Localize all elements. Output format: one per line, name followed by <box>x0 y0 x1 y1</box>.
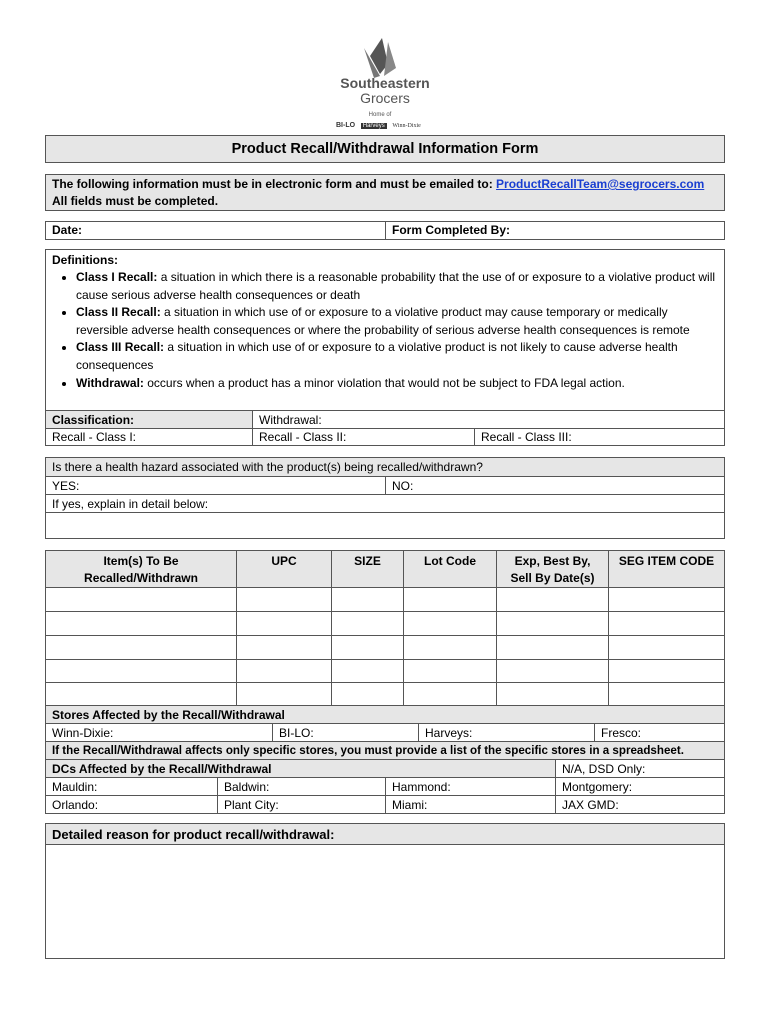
definition-item: • Withdrawal: occurs when a product has a minor violation that would not be subject to FDA legal action. <box>76 375 718 393</box>
items-table <box>45 550 725 706</box>
size-cell[interactable] <box>332 660 404 683</box>
hazard-question: Is there a health hazard associated with the product(s) being recalled/withdrawn? <box>46 458 724 477</box>
reason-textarea[interactable] <box>46 845 724 958</box>
winn-dixie-logo: Winn-Dixie <box>392 123 421 129</box>
lot-code-cell[interactable] <box>404 683 497 706</box>
reason-box <box>45 823 725 959</box>
recall-class1-field[interactable]: Recall - Class I: <box>46 428 253 445</box>
home-of-label: Home of <box>368 112 392 118</box>
exp-date-cell[interactable] <box>497 588 609 612</box>
hazard-explain-field[interactable] <box>46 513 724 538</box>
seg-item-code-cell[interactable] <box>609 660 724 683</box>
exp-date-cell[interactable] <box>497 660 609 683</box>
harveys-field[interactable]: Harveys: <box>419 724 595 742</box>
baldwin-field[interactable]: Baldwin: <box>218 778 386 796</box>
mauldin-field[interactable]: Mauldin: <box>46 778 218 796</box>
header-lot-code: Lot Code <box>404 551 497 588</box>
reason-heading: Detailed reason for product recall/withdrawal: <box>46 824 724 845</box>
size-cell[interactable] <box>332 636 404 660</box>
item-cell[interactable] <box>46 588 237 612</box>
na-dsd-field[interactable]: N/A, DSD Only: <box>556 760 724 778</box>
item-cell[interactable] <box>46 612 237 636</box>
table-row <box>46 683 724 706</box>
seg-item-code-cell[interactable] <box>609 636 724 660</box>
jax-gmd-field[interactable]: JAX GMD: <box>562 798 619 812</box>
classification-label: Classification: <box>46 411 253 429</box>
seg-item-code-cell[interactable] <box>609 588 724 612</box>
stores-dcs-box <box>45 705 725 814</box>
definitions-box <box>45 249 725 446</box>
date-field[interactable]: Date: <box>46 222 386 239</box>
recall-class3-field[interactable]: Recall - Class III: <box>481 430 572 444</box>
upc-cell[interactable] <box>237 660 332 683</box>
instructions-line2: All fields must be completed. <box>52 194 219 208</box>
header-exp-date: Exp, Best By, Sell By Date(s) <box>497 551 609 588</box>
hazard-explain-label: If yes, explain in detail below: <box>46 495 724 513</box>
lot-code-cell[interactable] <box>404 636 497 660</box>
upc-cell[interactable] <box>237 683 332 706</box>
classification-row-2 <box>46 428 724 445</box>
brand-name: Southeastern Grocers <box>340 75 430 106</box>
company-logo <box>330 34 440 134</box>
recall-class2-field[interactable]: Recall - Class II: <box>253 428 475 445</box>
montgomery-field[interactable]: Montgomery: <box>556 778 724 796</box>
table-row <box>46 612 724 636</box>
winn-dixie-field[interactable]: Winn-Dixie: <box>46 724 273 742</box>
definitions-list <box>52 269 718 392</box>
size-cell[interactable] <box>332 588 404 612</box>
seg-item-code-cell[interactable] <box>609 683 724 706</box>
header-size: SIZE <box>332 551 404 588</box>
hazard-no-field[interactable]: NO: <box>386 477 724 495</box>
fresco-field[interactable]: Fresco: <box>595 724 724 742</box>
definition-item: • Class I Recall: a situation in which there is a reasonable probability that the use of or exposure to a violative product will cause serious adverse health consequences or death <box>76 269 718 304</box>
definitions-content <box>46 250 724 410</box>
item-cell[interactable] <box>46 660 237 683</box>
stores-note: If the Recall/Withdrawal affects only specific stores, you must provide a list of the specific stores in a spreadsheet. <box>46 742 724 760</box>
size-cell[interactable] <box>332 612 404 636</box>
item-cell[interactable] <box>46 683 237 706</box>
upc-cell[interactable] <box>237 636 332 660</box>
table-row <box>46 636 724 660</box>
hammond-field[interactable]: Hammond: <box>386 778 556 796</box>
exp-date-cell[interactable] <box>497 683 609 706</box>
exp-date-cell[interactable] <box>497 636 609 660</box>
form-title: Product Recall/Withdrawal Information Form <box>231 141 539 157</box>
definition-item: • Class III Recall: a situation in which use of or exposure to a violative product is not likely to cause adverse health consequences <box>76 339 718 374</box>
stores-heading: Stores Affected by the Recall/Withdrawal <box>46 706 724 724</box>
header-items: Item(s) To Be Recalled/Withdrawn <box>46 551 237 588</box>
plant-city-field[interactable]: Plant City: <box>218 796 386 813</box>
size-cell[interactable] <box>332 683 404 706</box>
orlando-field[interactable]: Orlando: <box>46 796 218 813</box>
withdrawal-field[interactable]: Withdrawal: <box>253 411 724 429</box>
header-seg-item-code: SEG ITEM CODE <box>609 551 724 588</box>
hazard-yes-field[interactable]: YES: <box>46 477 386 495</box>
dcs-heading: DCs Affected by the Recall/Withdrawal <box>46 760 556 778</box>
upc-cell[interactable] <box>237 588 332 612</box>
table-row <box>46 588 724 612</box>
email-link[interactable]: ProductRecallTeam@segrocers.com <box>496 177 705 191</box>
definitions-heading: Definitions: <box>52 253 118 267</box>
classification-row-1 <box>46 410 724 429</box>
definition-item: • Class II Recall: a situation in which use of or exposure to a violative product may cause temporary or medically reversible adverse health consequences or where the probability of serious adverse health consequences is remote <box>76 304 718 339</box>
table-row <box>46 660 724 683</box>
upc-cell[interactable] <box>237 612 332 636</box>
miami-field[interactable]: Miami: <box>386 796 556 813</box>
hazard-box <box>45 457 725 539</box>
lot-code-cell[interactable] <box>404 612 497 636</box>
lot-code-cell[interactable] <box>404 660 497 683</box>
lot-code-cell[interactable] <box>404 588 497 612</box>
item-cell[interactable] <box>46 636 237 660</box>
exp-date-cell[interactable] <box>497 612 609 636</box>
seg-item-code-cell[interactable] <box>609 612 724 636</box>
instructions-box <box>45 174 725 211</box>
header-upc: UPC <box>237 551 332 588</box>
banner-logos <box>336 122 436 129</box>
instructions-line1: The following information must be in electronic form and must be emailed to: ProductRecallTeam@segrocers.com <box>52 177 705 191</box>
harveys-logo: Harveys <box>362 123 385 129</box>
bilo-field[interactable]: BI-LO: <box>273 724 419 742</box>
completed-by-field[interactable]: Form Completed By: <box>392 223 511 237</box>
form-title-box <box>45 135 725 163</box>
date-row <box>45 221 725 240</box>
bilo-logo: BI-LO <box>336 122 356 129</box>
